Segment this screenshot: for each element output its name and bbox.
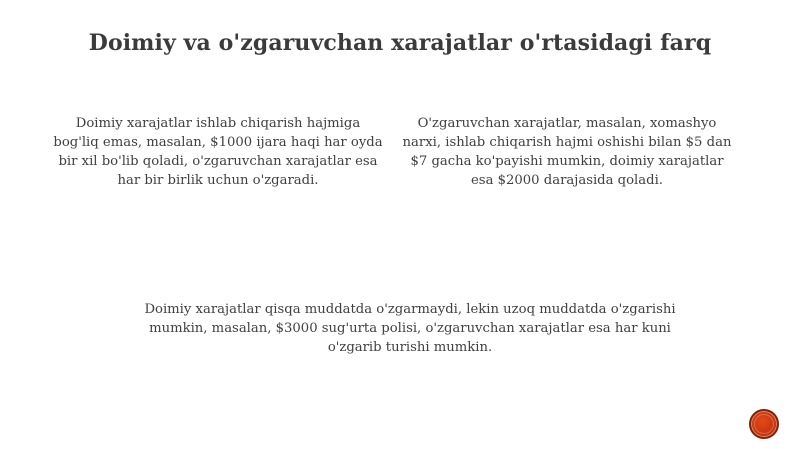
left-text-block: Doimiy xarajatlar ishlab chiqarish hajmiga bog'liq emas, masalan, $1000 ijara haqi har oyda bir xil bo'lib qoladi, o'zgaruvchan xarajatlar esa har bir birlik uchun o'zgaradi. xyxy=(53,116,383,188)
bottom-text-block: Doimiy xarajatlar qisqa muddatda o'zgarmaydi, lekin uzoq muddatda o'zgarishi mumkin, masalan, $3000 sug'urta polisi, o'zgaruvchan xarajatlar esa har kuni o'zgarib turishi mumkin. xyxy=(144,302,676,355)
next-slide-button[interactable] xyxy=(749,409,779,439)
circle-button-icon xyxy=(754,414,774,434)
right-text-block: O'zgaruvchan xarajatlar, masalan, xomashyo narxi, ishlab chiqarish hajmi oshishi bilan $5 dan $7 gacha ko'payishi mumkin, doimiy xarajatlar esa $2000 darajasida qoladi. xyxy=(402,116,732,188)
slide-title: Doimiy va o'zgaruvchan xarajatlar o'rtasidagi farq xyxy=(88,30,712,56)
